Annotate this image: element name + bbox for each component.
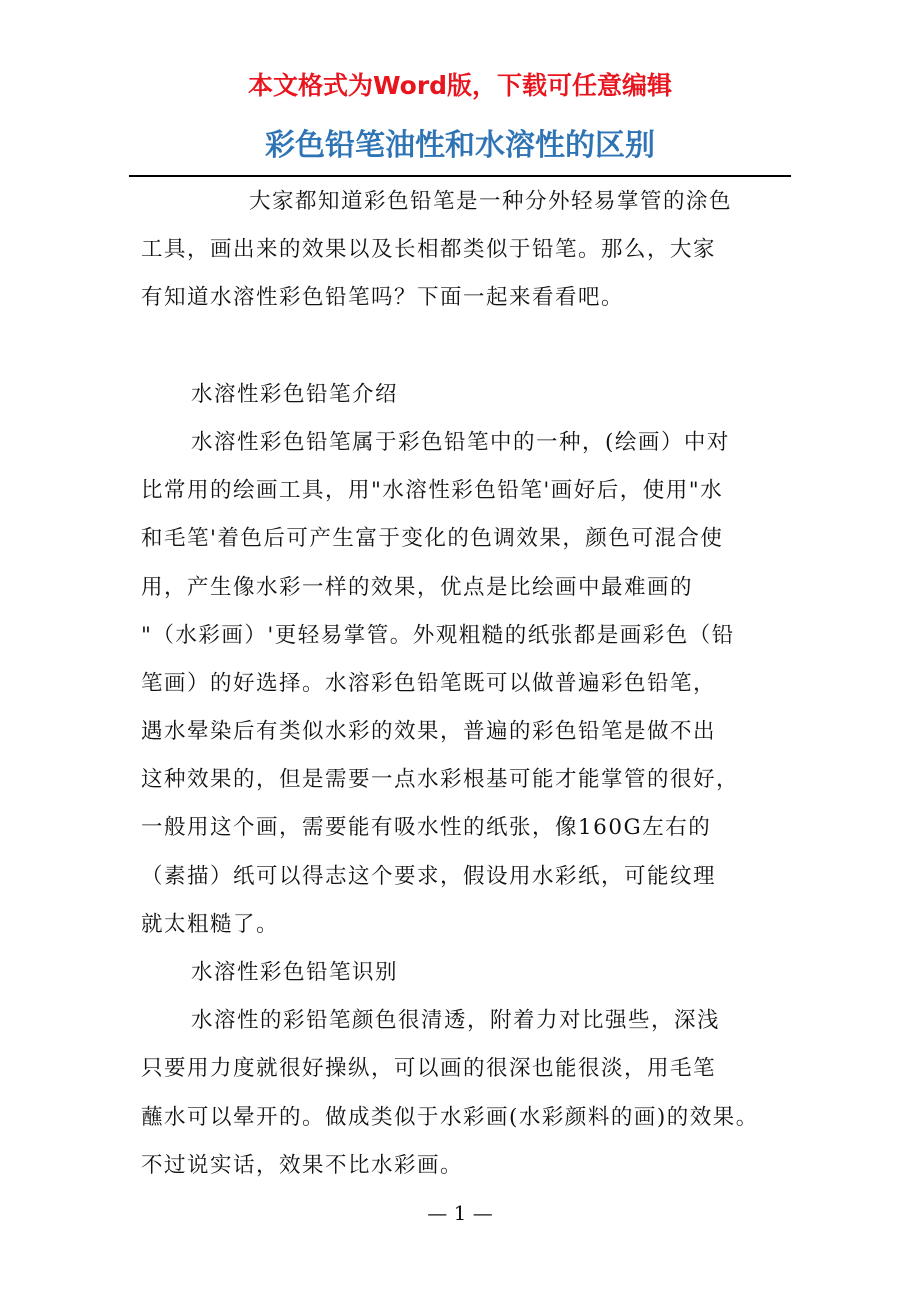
title-divider <box>129 175 791 177</box>
section-heading: 水溶性彩色铅笔介绍 <box>191 381 399 407</box>
paragraph-line: 水溶性彩色铅笔属于彩色铅笔中的一种，(绘画）中对 <box>191 429 730 455</box>
paragraph-line: 大家都知道彩色铅笔是一种分外轻易掌管的涂色 <box>249 189 733 214</box>
paragraph-line: 用，产生像水彩一样的效果，优点是比绘画中最难画的 <box>141 574 694 600</box>
paragraph-line: 一般用这个画，需要能有吸水性的纸张，像160G左右的 <box>141 815 712 841</box>
paragraph-line: 有知道水溶性彩色铅笔吗？下面一起来看看吧。 <box>141 285 625 311</box>
paragraph-line: 工具，画出来的效果以及长相都类似于铅笔。那么，大家 <box>141 237 717 263</box>
paragraph-line: 不过说实话，效果不比水彩画。 <box>141 1152 464 1178</box>
paragraph-line: 笔画）的好选择。水溶彩色铅笔既可以做普遍彩色铅笔， <box>141 670 717 696</box>
paragraph-line: "（水彩画）'更轻易掌管。外观粗糙的纸张都是画彩色（铅 <box>141 622 735 648</box>
paragraph-line: 这种效果的，但是需要一点水彩根基可能才能掌管的很好， <box>141 767 740 793</box>
paragraph-line: 只要用力度就很好操纵，可以画的很深也能很淡，用毛笔 <box>141 1056 717 1082</box>
download-banner: 本文格式为Word版，下载可任意编辑 <box>247 71 673 100</box>
paragraph-line: 和毛笔'着色后可产生富于变化的色调效果，颜色可混合使 <box>141 526 724 552</box>
section-heading: 水溶性彩色铅笔识别 <box>191 960 399 985</box>
paragraph-line: 比常用的绘画工具，用"水溶性彩色铅笔'画好后，使用"水 <box>141 478 724 504</box>
document-title: 彩色铅笔油性和水溶性的区别 <box>265 128 655 163</box>
blank-line <box>141 323 791 371</box>
paragraph-line: 水溶性的彩铅笔颜色很清透，附着力对比强些，深浅 <box>191 1008 721 1034</box>
paragraph-line: 就太粗糙了。 <box>141 911 280 937</box>
paragraph-line: 遇水晕染后有类似水彩的效果，普遍的彩色铅笔是做不出 <box>141 719 717 745</box>
paragraph-line: （素描）纸可以得志这个要求，假设用水彩纸，可能纹理 <box>141 863 717 889</box>
paragraph-line: 蘸水可以晕开的。做成类似于水彩画(水彩颜料的画)的效果。 <box>141 1104 759 1130</box>
page-number: — 1 — <box>427 1201 493 1225</box>
document-body <box>141 178 791 1190</box>
